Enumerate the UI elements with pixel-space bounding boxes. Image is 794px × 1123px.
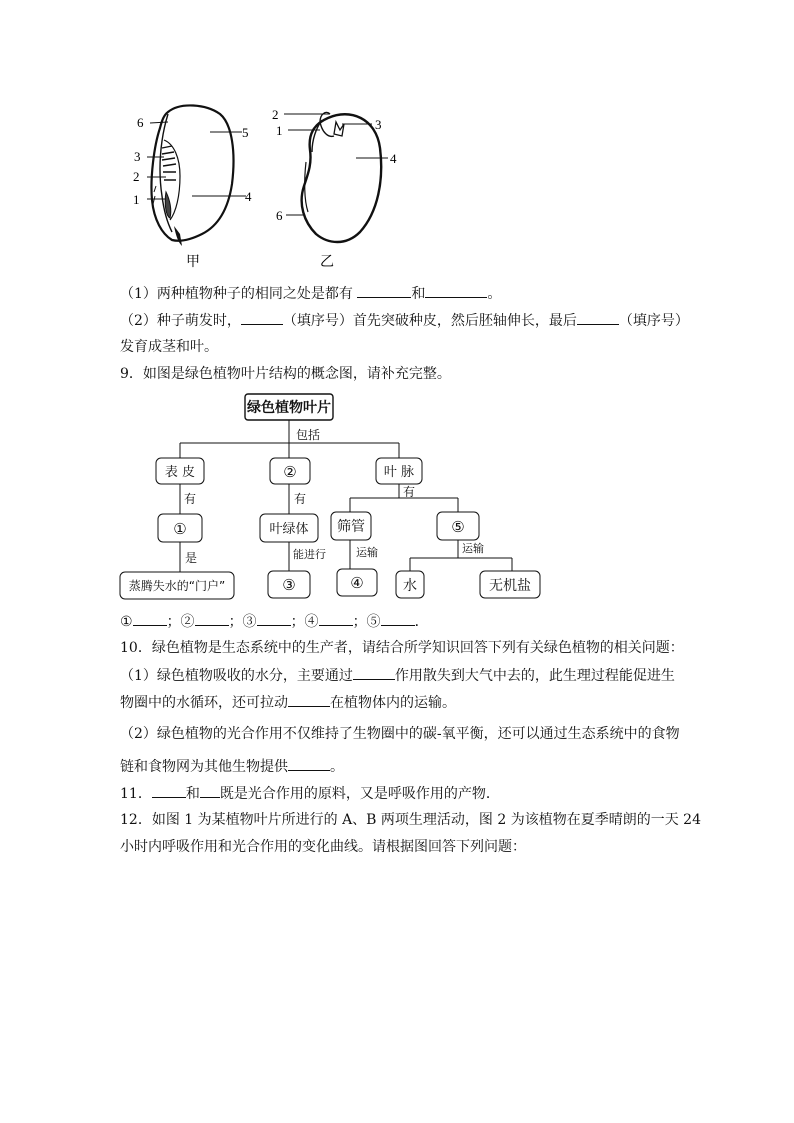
concept-chloroplast: 叶绿体 xyxy=(269,522,309,537)
q8-sub1 xyxy=(120,283,501,304)
concept-link-is: 是 xyxy=(185,551,198,565)
answer-blank-2[interactable] xyxy=(195,611,229,626)
jia-label-3: 3 xyxy=(134,149,141,164)
answer-label-4: ；④ xyxy=(290,614,319,630)
concept-vein: 叶 脉 xyxy=(383,465,415,480)
q10-sub1-b: 作用散失到大气中去的，此生理过程能促进生 xyxy=(394,668,675,684)
yi-caption: 乙 xyxy=(320,254,334,270)
q12-line2: 小时内呼吸作用和光合作用的变化曲线。请根据图回答下列问题： xyxy=(120,839,526,855)
q10-sub2-line2 xyxy=(120,756,344,777)
q10-sub1-c: 物圈中的水循环，还可拉动 xyxy=(120,695,288,711)
answer-label-5: ；⑤ xyxy=(352,614,381,630)
jia-label-2: 2 xyxy=(133,169,140,184)
q10-sub2-b: 链和食物网为其他生物提供 xyxy=(120,759,288,775)
concept-link-b2: 有 xyxy=(294,492,307,506)
q10-sub1-line2 xyxy=(120,692,456,713)
q10-blank-2[interactable] xyxy=(288,692,330,707)
answer-label-1: ① xyxy=(120,614,133,630)
q8-blank-1[interactable] xyxy=(357,283,411,298)
answer-blank-4[interactable] xyxy=(319,611,353,626)
q9-answer-line xyxy=(120,611,429,632)
q10-blank-3[interactable] xyxy=(288,756,330,771)
q9-title: 9．如图是绿色植物叶片结构的概念图，请补充完整。 xyxy=(120,366,451,382)
jia-caption: 甲 xyxy=(186,254,200,270)
q8-blank-4[interactable] xyxy=(577,310,619,325)
answer-blank-3[interactable] xyxy=(257,611,291,626)
answer-label-3: ；③ xyxy=(228,614,257,630)
concept-link-trans-a: 运输 xyxy=(356,546,378,559)
q8-sub2-line2: 发育成茎和叶。 xyxy=(120,339,218,355)
q8-blank-2[interactable] xyxy=(425,283,487,298)
concept-epidermis: 表 皮 xyxy=(164,465,196,480)
q10-sub1-line1 xyxy=(120,665,675,686)
q11-suffix: 既是光合作用的原料，又是呼吸作用的产物． xyxy=(219,786,500,802)
concept-blank-1: ① xyxy=(173,520,187,538)
yi-label-6: 6 xyxy=(276,208,283,223)
leaf-concept-map xyxy=(110,390,550,606)
concept-water: 水 xyxy=(403,578,417,594)
q10-sub2-line1: （2）绿色植物的光合作用不仅维持了生物圈中的碳-氧平衡，还可以通过生态系统中的食物 xyxy=(120,726,680,742)
q10-sub1-d: 在植物体内的运输。 xyxy=(330,695,456,711)
q8-sub2-line1 xyxy=(120,310,689,331)
jia-label-6: 6 xyxy=(137,115,144,130)
q8-sub2-a: （2）种子萌发时， xyxy=(120,313,241,329)
concept-blank-5: ⑤ xyxy=(451,518,465,536)
q8-sub1-mid: 和 xyxy=(411,286,426,302)
q11-mid: 和 xyxy=(185,786,200,802)
jia-label-1: 1 xyxy=(133,192,140,207)
bean-seed-drawing xyxy=(272,107,397,270)
yi-label-3: 3 xyxy=(375,117,382,132)
concept-blank-3: ③ xyxy=(282,576,296,594)
corn-seed-drawing xyxy=(133,105,252,270)
yi-label-1: 1 xyxy=(276,123,283,138)
q8-blank-3[interactable] xyxy=(241,310,283,325)
q8-sub1-suffix: 。 xyxy=(487,286,502,302)
q12-line1: 12．如图 1 为某植物叶片所进行的 A、B 两项生理活动，图 2 为该植物在夏季晴朗的一天 24 xyxy=(120,812,701,828)
answer-end: ． xyxy=(414,614,429,630)
q10-sub1-a: （1）绿色植物吸收的水分，主要通过 xyxy=(120,668,353,684)
q11-prefix: 11． xyxy=(120,786,152,802)
q10-title: 10．绿色植物是生态系统中的生产者，请结合所学知识回答下列有关绿色植物的相关问题： xyxy=(120,640,684,656)
concept-sieve-tube: 筛管 xyxy=(337,519,365,535)
answer-blank-1[interactable] xyxy=(133,611,167,626)
q11-blank-2[interactable] xyxy=(200,783,220,798)
yi-label-4: 4 xyxy=(390,151,397,166)
jia-label-4: 4 xyxy=(245,189,252,204)
concept-blank-4: ④ xyxy=(350,574,364,592)
q11 xyxy=(120,783,500,804)
answer-blank-5[interactable] xyxy=(381,611,415,626)
concept-blank-2: ② xyxy=(283,463,297,481)
concept-link-epi: 有 xyxy=(184,492,197,506)
q10-blank-1[interactable] xyxy=(353,665,395,680)
yi-label-2: 2 xyxy=(272,107,279,122)
jia-label-5: 5 xyxy=(242,125,249,140)
q8-sub2-c: （填序号） xyxy=(618,313,689,329)
concept-door: 蒸腾失水的“门户” xyxy=(128,579,226,593)
concept-salt: 无机盐 xyxy=(489,578,531,594)
answer-label-2: ；② xyxy=(166,614,195,630)
concept-link-can: 能进行 xyxy=(293,548,326,561)
q11-blank-1[interactable] xyxy=(152,783,186,798)
q8-sub2-b: （填序号）首先突破种皮，然后胚轴伸长，最后 xyxy=(282,313,577,329)
seed-figure xyxy=(120,100,420,270)
q10-sub2-c: 。 xyxy=(330,759,344,775)
q8-sub1-prefix: （1）两种植物种子的相同之处是都有 xyxy=(120,286,353,302)
concept-root: 绿色植物叶片 xyxy=(247,400,331,416)
concept-root-link: 包括 xyxy=(296,428,321,442)
concept-link-trans-b: 运输 xyxy=(462,542,484,555)
concept-link-vein: 有 xyxy=(403,485,416,499)
